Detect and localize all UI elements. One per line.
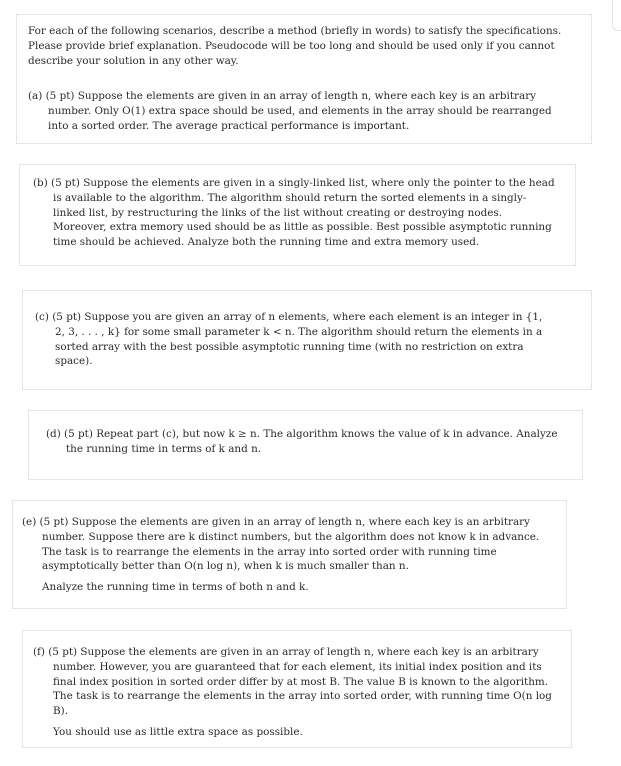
intro-text: For each of the following scenarios, describe a method (briefly in words) to satisfy the specifications. Please provide brief explanation. Pseudocode will be too long and should be used only if you cannot describe your solution in any other way. bbox=[28, 25, 562, 67]
question-b: (b) (5 pt) Suppose the elements are given in a singly-linked list, where only the pointer to the head is available to the algorithm. The algorithm should return the sorted elements in a singly-linked list, by restructuring the links of the list without creating or destroying nodes. Moreover, extra memory used should be as little as possible. Best possible asymptotic running time should be achieved. Analyze both the running time and extra memory used. bbox=[33, 177, 555, 249]
question-b-panel bbox=[19, 164, 576, 266]
question-f-panel bbox=[22, 630, 572, 748]
intro-and-question-a-panel bbox=[16, 14, 592, 144]
question-f-note: You should use as little extra space as possible. bbox=[53, 725, 303, 738]
question-d-panel bbox=[28, 410, 583, 480]
scrollbar-edge[interactable] bbox=[612, 0, 621, 31]
question-f: (f) (5 pt) Suppose the elements are given in an array of length n, where each key is an arbitrary number. However, you are guaranteed that for each element, its initial index position and its final index position in sorted order differ by at most B. The value B is known to the algorithm. The task is to rearrange the elements in the array into sorted order, with running time O(n log B). bbox=[33, 646, 552, 718]
question-d: (d) (5 pt) Repeat part (c), but now k ≥ n. The algorithm knows the value of k in advance. Analyze the running time in terms of k and n. bbox=[46, 428, 558, 455]
question-c-panel bbox=[22, 290, 592, 390]
question-e: (e) (5 pt) Suppose the elements are given in an array of length n, where each key is an arbitrary number. Suppose there are k distinct numbers, but the algorithm does not know k in advance. The task is to rearrange the elements in the array into sorted order with running time asymptotically better than O(n log n), when k is much smaller than n. bbox=[22, 516, 540, 573]
question-e-note: Analyze the running time in terms of both n and k. bbox=[42, 581, 309, 594]
question-e-panel bbox=[12, 500, 567, 609]
question-a: (a) (5 pt) Suppose the elements are given in an array of length n, where each key is an arbitrary number. Only O(1) extra space should be used, and elements in the array should be rearranged into a sorted order. The average practical performance is important. bbox=[28, 90, 552, 132]
question-c: (c) (5 pt) Suppose you are given an array of n elements, where each element is an integer in {1, 2, 3, . . . , k} for some small parameter k < n. The algorithm should return the elements in a sorted array with the best possible asymptotic running time (with no restriction on extra space). bbox=[35, 311, 543, 368]
